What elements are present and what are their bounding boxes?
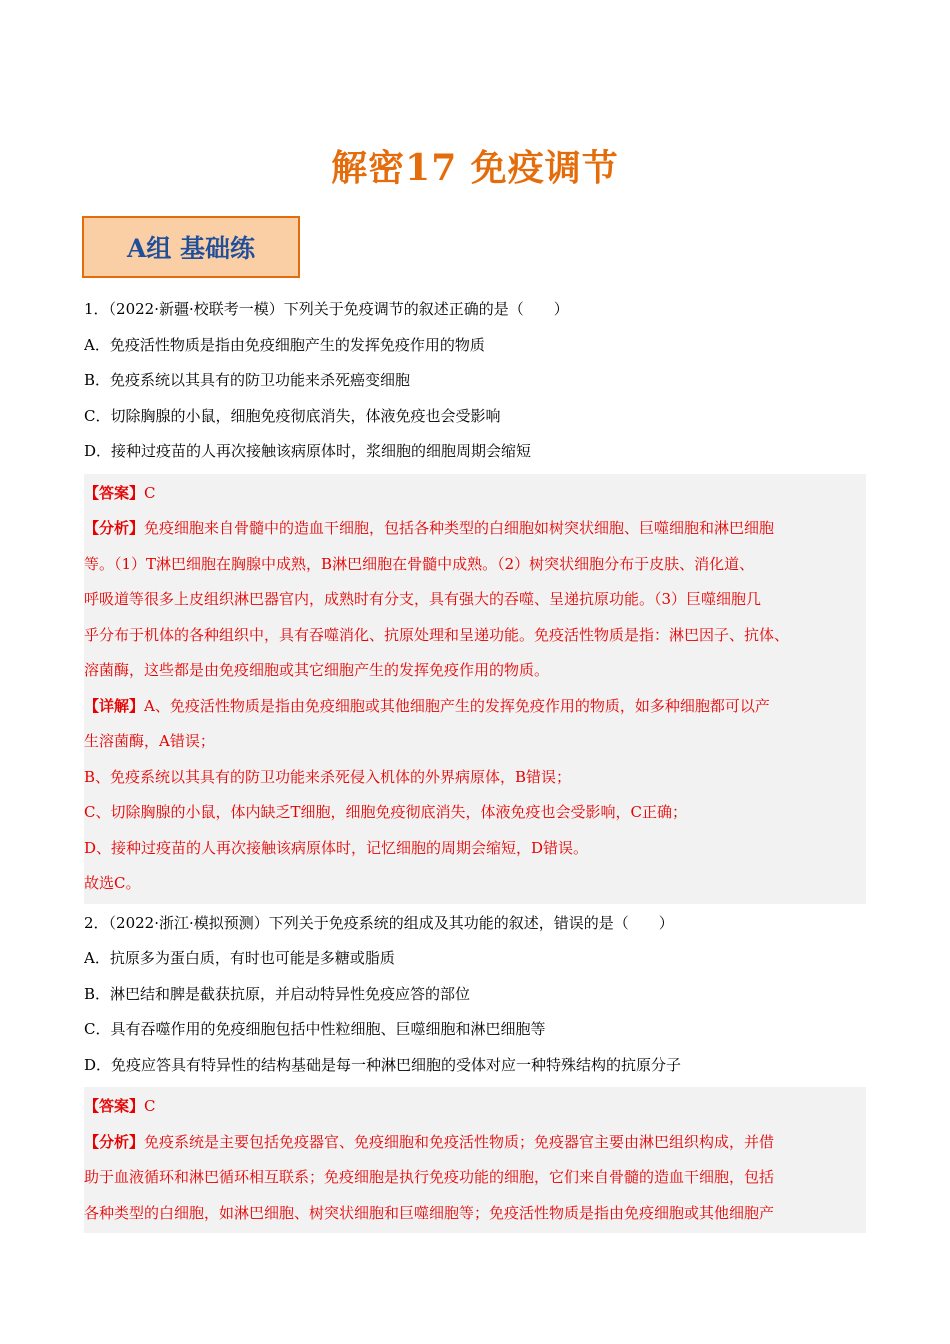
question-2 — [84, 906, 866, 1084]
question-1 — [84, 292, 866, 470]
analysis-tag: 【分析】 — [84, 1132, 145, 1151]
detail-tag: 【详解】 — [84, 696, 145, 715]
option-a: A．抗原多为蛋白质，有时也可能是多糖或脂质 — [84, 949, 395, 967]
analysis-text: 免疫细胞来自骨髓中的造血干细胞，包括各种类型的白细胞如树突状细胞、巨噬细胞和淋巴细胞 — [144, 519, 775, 537]
answer-tag: 【答案】 — [84, 1097, 145, 1115]
option-c: C．切除胸腺的小鼠，细胞免疫彻底消失，体液免疫也会受影响 — [84, 406, 501, 425]
question-stem: 2．（2022·浙江·模拟预测）下列关于免疫系统的组成及其功能的叙述，错误的是（ ） — [84, 913, 674, 932]
analysis-line: 助于血液循环和淋巴循环相互联系；免疫细胞是执行免疫功能的细胞，它们来自骨髓的造血干细胞，包括 — [84, 1168, 775, 1186]
page-title: 解密17 免疫调节 — [331, 147, 619, 189]
analysis-line — [84, 511, 866, 547]
analysis-line: 乎分布于机体的各种组织中，具有吞噬消化、抗原处理和呈递功能。免疫活性物质是指：淋巴因子、抗体、 — [84, 625, 790, 644]
detail-line — [84, 689, 866, 725]
detail-line: C、切除胸腺的小鼠，体内缺乏T细胞，细胞免疫彻底消失，体液免疫也会受影响，C正确； — [84, 803, 687, 821]
detail-line: D、接种过疫苗的人再次接触该病原体时，记忆细胞的周期会缩短，D错误。 — [84, 838, 589, 857]
analysis-line: 溶菌酶，这些都是由免疫细胞或其它细胞产生的发挥免疫作用的物质。 — [84, 661, 550, 679]
answer-value: C — [144, 483, 156, 502]
answer-line — [84, 476, 866, 512]
analysis-line — [84, 1125, 866, 1161]
option-b: B．免疫系统以其具有的防卫功能来杀死癌变细胞 — [84, 371, 411, 389]
option-b: B．淋巴结和脾是截获抗原，并启动特异性免疫应答的部位 — [84, 984, 471, 1003]
answer-block-1 — [84, 474, 866, 904]
answer-value: C — [144, 1097, 156, 1115]
question-stem: 1．（2022·新疆·校联考一模）下列关于免疫调节的叙述正确的是（ ） — [84, 300, 569, 318]
option-a: A．免疫活性物质是指由免疫细胞产生的发挥免疫作用的物质 — [84, 335, 485, 354]
option-d: D．接种过疫苗的人再次接触该病原体时，浆细胞的细胞周期会缩短 — [84, 442, 532, 460]
question-content — [84, 292, 866, 1235]
analysis-tag: 【分析】 — [84, 519, 145, 537]
answer-tag: 【答案】 — [84, 483, 145, 502]
answer-block-2 — [84, 1087, 866, 1233]
option-c: C．具有吞噬作用的免疫细胞包括中性粒细胞、巨噬细胞和淋巴细胞等 — [84, 1020, 546, 1038]
detail-line: 故选C。 — [84, 874, 141, 892]
analysis-line: 呼吸道等很多上皮组织淋巴器官内，成熟时有分支，具有强大的吞噬、呈递抗原功能。（3）巨噬细胞几 — [84, 590, 762, 608]
detail-line: 生溶菌酶，A错误； — [84, 732, 215, 750]
analysis-text: 免疫系统是主要包括免疫器官、免疫细胞和免疫活性物质；免疫器官主要由淋巴组织构成，并借 — [144, 1132, 775, 1151]
section-header-box — [82, 216, 300, 278]
detail-line: B、免疫系统以其具有的防卫功能来杀死侵入机体的外界病原体，B错误； — [84, 767, 572, 786]
option-d: D．免疫应答具有特异性的结构基础是每一种淋巴细胞的受体对应一种特殊结构的抗原分子 — [84, 1055, 682, 1074]
answer-line — [84, 1089, 866, 1125]
analysis-line: 各种类型的白细胞，如淋巴细胞、树突状细胞和巨噬细胞等；免疫活性物质是指由免疫细胞或其他细胞产 — [84, 1203, 775, 1222]
section-label: A组 基础练 — [126, 234, 256, 263]
analysis-line: 等。（1）T淋巴细胞在胸腺中成熟，B淋巴细胞在骨髓中成熟。（2）树突状细胞分布于皮肤、消化道、 — [84, 554, 755, 573]
detail-text: A、免疫活性物质是指由免疫细胞或其他细胞产生的发挥免疫作用的物质，如多种细胞都可以产 — [144, 696, 770, 715]
